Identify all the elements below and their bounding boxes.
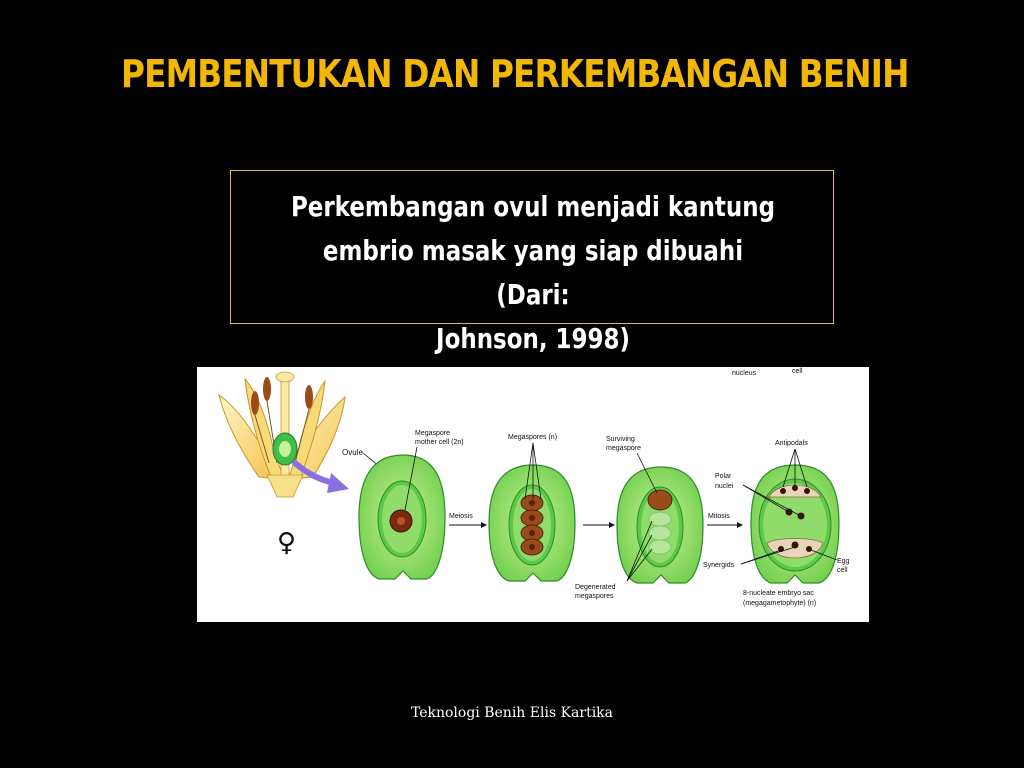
label-ovule: Ovule <box>342 448 363 457</box>
label-polar-2: nuclei <box>715 483 734 490</box>
label-degenerated-1: Degenerated <box>575 584 616 591</box>
caption-box <box>230 170 834 355</box>
ovule-development-figure <box>197 367 869 622</box>
label-embryo-sac-1: 8-nucleate embryo sac <box>743 590 814 597</box>
label-megaspores: Megaspores (n) <box>508 434 558 441</box>
label-cell: cell <box>792 368 803 375</box>
caption-text <box>231 185 835 361</box>
footer-credit: Teknologi Benih Elis Kartika <box>410 705 614 721</box>
label-meiosis: Meiosis <box>449 513 473 520</box>
label-degenerated-2: megaspores <box>575 593 614 600</box>
label-egg-1: Egg <box>837 558 850 565</box>
label-antipodals: Antipodals <box>775 440 808 447</box>
ovule-megaspore-mother-cell <box>359 455 445 579</box>
label-mitosis: Mitosis <box>708 513 730 520</box>
label-surviving-2: megaspore <box>606 445 642 452</box>
ovule-megaspores <box>489 465 575 581</box>
label-synergids: Synergids <box>703 562 735 569</box>
label-nucleus: nucleus <box>732 370 757 377</box>
flower-illustration <box>219 372 345 558</box>
ovule-development-diagram <box>197 367 869 622</box>
ovule-surviving-megaspore <box>617 467 703 583</box>
label-surviving-1: Surviving <box>606 436 635 443</box>
caption-line-2: embrio masak yang siap dibuahi (Dari: <box>322 234 744 311</box>
label-embryo-sac-2: (megagametophyte) (n) <box>743 600 817 607</box>
label-megaspore-mother-cell-1: Megaspore <box>415 430 451 437</box>
slide-title: PEMBENTUKAN DAN PERKEMBANGAN BENIH <box>121 52 909 96</box>
label-egg-2: cell <box>837 567 848 574</box>
caption-line-1: Perkembangan ovul menjadi kantung <box>290 190 776 223</box>
label-polar-1: Polar <box>715 473 732 480</box>
caption-line-3: Johnson, 1998) <box>436 322 630 355</box>
label-megaspore-mother-cell-2: mother cell (2n) <box>415 439 464 446</box>
female-symbol-icon: ♀ <box>277 528 297 558</box>
